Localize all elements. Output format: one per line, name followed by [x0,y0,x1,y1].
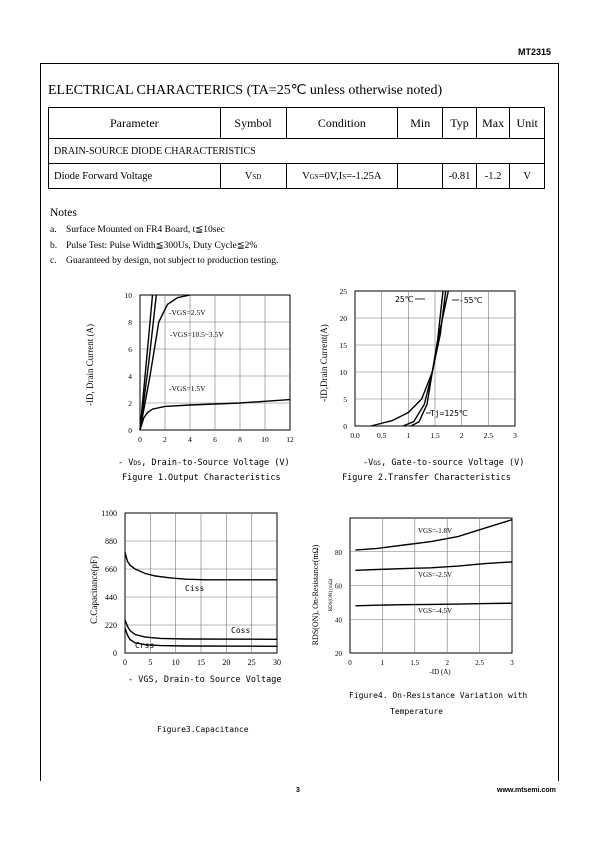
y-tick-label: 1100 [101,509,117,518]
x-tick-label: 2.5 [475,659,484,667]
series-label: VGS=-1.8V [418,527,453,535]
x-tick-label: 1 [380,659,385,667]
y-tick-label: 0 [128,426,132,435]
series-line [355,603,512,606]
x-tick-label: 1.5 [430,431,440,440]
series-label: Ciss [185,584,205,593]
y-axis-label-inner: RDS(ON) (mΩ) [329,578,334,612]
annotation: 25℃ [395,295,414,304]
y-tick-label: 0 [343,422,347,431]
y-tick-label: 220 [105,621,117,630]
col-header: Min [398,108,443,139]
x-tick-label: 15 [197,658,205,667]
x-tick-label: 5 [148,658,153,667]
series-label: Crss [135,641,155,650]
y-tick-label: 60 [335,582,342,591]
cell-parameter: Diode Forward Voltage [49,164,221,189]
figure-caption: Figure 2.Transfer Characteristics [342,473,511,483]
xlabel-post: , Gate-to-source Voltage (V) [381,458,525,468]
note-key: c. [50,256,57,266]
y-tick-label: 6 [128,345,132,354]
x-tick-label: 0 [123,658,127,667]
note-key: b. [50,241,58,251]
note-text: Pulse Test: Pulse Width≦300Us, Duty Cycle≦2% [66,241,258,251]
annotation: -VGS=2.5V [169,308,206,317]
symbol-sub: SD [252,172,262,181]
x-tick-label: 0 [348,659,352,667]
figure-caption: Figure4. On-Resistance Variation with [349,691,528,700]
footer-url: www.mtsemi.com [497,787,556,794]
y-tick-label: 20 [335,650,342,658]
chart-output-characteristics [80,285,305,455]
symbol-main: V [244,170,253,182]
x-tick-label: 2 [163,435,167,444]
x-tick-label: 4 [188,435,192,444]
y-tick-label: 2 [128,399,132,408]
xlabel-pre: - V [118,458,134,468]
cell-symbol [220,164,286,189]
x-tick-label: 30 [273,658,281,667]
x-tick-label: 10 [261,435,269,444]
col-header: Condition [286,108,398,139]
x-axis-label [118,458,290,468]
x-tick-label: 10 [171,658,180,667]
cell-condition [286,164,398,189]
section-row [49,139,545,164]
note-item [50,224,225,235]
series-label: VGS=-2.5V [418,571,453,579]
y-tick-label: 0 [113,649,117,658]
page-title: ELECTRICAL CHARACTERICS (TA=25℃ unless otherwise noted) [48,83,443,98]
x-axis-label: -ID (A) [429,668,451,676]
table-row [49,164,545,189]
figure-caption: Figure 1.Output Characteristics [122,473,281,483]
chart-capacitance [85,505,290,670]
table-header-row [49,108,545,139]
notes-heading: Notes [50,207,77,219]
section-label: DRAIN-SOURCE DIODE CHARACTERISTICS [49,139,545,164]
annotation: -VGS=10.5~3.5V [170,330,224,339]
y-tick-label: 80 [335,548,342,557]
y-tick-label: 25 [339,287,347,296]
annotation: -55℃ [459,296,483,305]
x-tick-label: 2 [445,659,449,667]
cond-a-sub: GS [309,172,319,181]
x-tick-label: 1 [406,431,411,440]
y-tick-label: 5 [343,395,347,404]
y-tick-label: 15 [339,341,347,350]
x-tick-label: 0.5 [376,431,387,440]
x-tick-label: 25 [247,658,256,667]
cond-c: =-1.25A [346,170,382,182]
x-tick-label: 2 [459,431,464,440]
series-line [355,562,512,570]
x-tick-label: 3 [513,431,517,440]
y-tick-label: 10 [124,291,132,300]
col-header: Parameter [49,108,221,139]
cell-min [398,164,443,189]
figure-caption: Temperature [390,707,443,716]
x-tick-label: 20 [222,658,231,667]
x-tick-label: 3 [510,659,514,667]
x-tick-label: 0.0 [350,431,360,440]
col-header: Typ [443,108,477,139]
electrical-characteristics-table [48,107,545,189]
series-line [140,295,156,430]
y-tick-label: 10 [339,368,347,377]
annotation: Tj=125℃ [430,409,468,418]
cell-max: -1.2 [476,164,510,189]
y-tick-label: 440 [105,593,117,602]
x-tick-label: 0 [138,435,142,444]
cell-unit: V [510,164,545,189]
annotation: -VGS=1.5V [169,384,206,393]
series-label: Coss [231,626,251,635]
y-tick-label: 660 [105,565,117,574]
x-tick-label: 2.5 [483,431,494,440]
xlabel-sub: DS [133,459,142,467]
cond-b-sub: S [342,172,347,181]
figure-caption: Figure3.Capacitance [157,725,249,734]
y-tick-label: 8 [128,318,132,327]
y-axis-label: -ID,Drain Current(A) [319,324,329,402]
cell-typ: -0.81 [443,164,477,189]
y-axis-label: -ID, Drain Current (A) [85,324,95,406]
part-number: MT2315 [518,47,552,57]
x-axis-label: - VGS, Drain-to Source Voltage [128,675,282,685]
y-tick-label: 880 [105,537,117,546]
y-axis-label: RDS(ON), On-Resistance(mΩ) [311,544,320,646]
cond-a: V [302,170,310,182]
note-item [50,256,278,266]
xlabel-pre: -V [363,458,374,468]
x-tick-label: 6 [213,435,217,444]
x-tick-label: 12 [286,435,294,444]
y-tick-label: 20 [339,314,347,323]
note-text: Guaranteed by design, not subject to production testing. [66,256,279,266]
col-header: Max [476,108,510,139]
series-label: VGS=-4.5V [418,607,453,615]
col-header: Unit [510,108,545,139]
x-axis-label [363,458,524,468]
xlabel-sub: GS [373,459,382,467]
chart-transfer-characteristics [315,283,530,443]
x-tick-label: 1.5 [410,659,420,667]
x-tick-label: 8 [238,435,242,444]
y-tick-label: 40 [335,616,342,625]
cond-b: =0V,I [318,170,343,182]
note-key: a. [50,225,57,235]
y-axis-label: C.Capacitance(pF) [89,556,99,624]
note-text: Surface Mounted on FR4 Board, t≦10sec [66,225,225,235]
col-header: Symbol [220,108,286,139]
note-item [50,240,257,251]
page-number: 3 [296,787,300,794]
xlabel-post: , Drain-to-Source Voltage (V) [141,458,290,468]
y-tick-label: 4 [128,372,132,381]
chart-on-resistance [310,510,525,685]
